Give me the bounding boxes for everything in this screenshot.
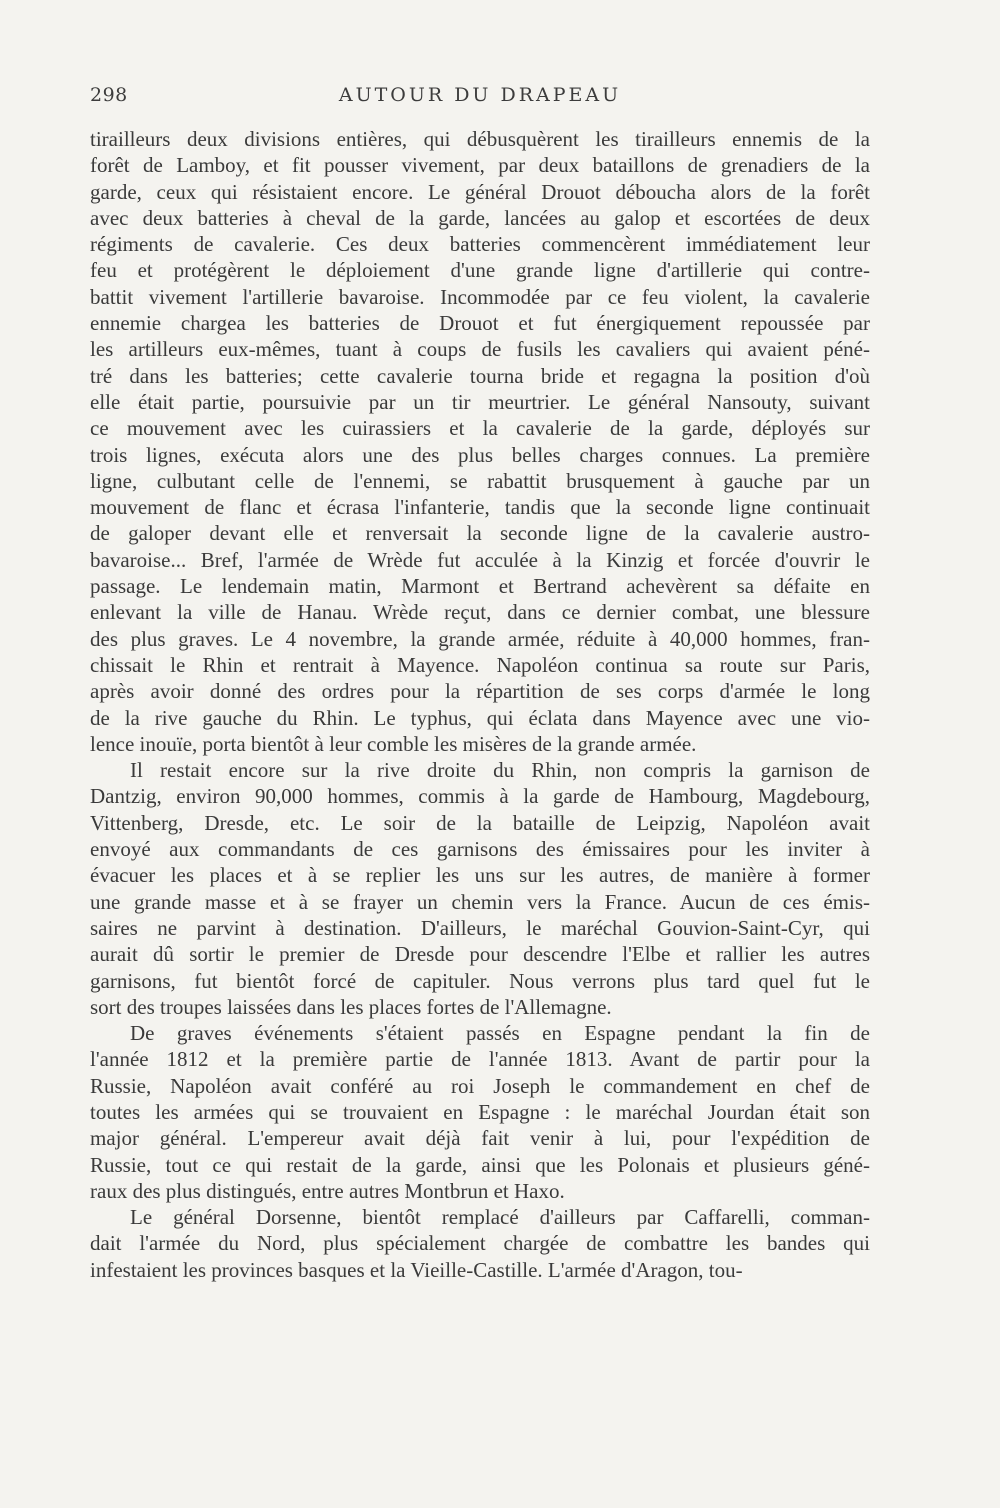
- text-line: Le général Dorsenne, bientôt remplacé d'ailleurs par Caffarelli, comman-: [130, 1205, 870, 1230]
- text-line: Russie, tout ce qui restait de la garde, ainsi que les Polonais et plusieurs géné-: [90, 1152, 870, 1177]
- text-line: aurait dû sortir le premier de Dresde pour descendre l'Elbe et rallier les autres: [90, 942, 870, 967]
- text-line: sort des troupes laissées dans les places fortes de l'Allemagne.: [90, 994, 612, 1019]
- text-line: Dantzig, environ 90,000 hommes, commis à la garde de Hambourg, Magdebourg,: [90, 784, 870, 809]
- body-text: [90, 126, 870, 1283]
- text-line: garnisons, fut bientôt forcé de capituler. Nous verrons plus tard quel fut le: [90, 968, 870, 993]
- paragraph: [90, 1020, 870, 1204]
- paragraph: [90, 126, 870, 757]
- text-line: major général. L'empereur avait déjà fait venir à lui, pour l'expédition de: [90, 1126, 870, 1151]
- text-line: forêt de Lamboy, et fit pousser vivement, par deux bataillons de grenadiers de la: [90, 153, 870, 178]
- page-header: [90, 84, 870, 110]
- text-line: elle était partie, poursuivie par un tir meurtrier. Le général Nansouty, suivant: [90, 389, 870, 414]
- text-line: battit vivement l'artillerie bavaroise. Incommodée par ce feu violent, la cavalerie: [90, 284, 870, 309]
- text-line: Vittenberg, Dresde, etc. Le soir de la bataille de Leipzig, Napoléon avait: [90, 810, 870, 835]
- running-title: AUTOUR DU DRAPEAU: [338, 84, 622, 106]
- text-line: des plus graves. Le 4 novembre, la grande armée, réduite à 40,000 hommes, fran-: [90, 626, 870, 651]
- text-line: toutes les armées qui se trouvaient en Espagne : le maréchal Jourdan était son: [90, 1099, 870, 1124]
- page-number: 298: [90, 84, 128, 106]
- text-line: dait l'armée du Nord, plus spécialement chargée de combattre les bandes qui: [90, 1231, 870, 1256]
- text-line: Russie, Napoléon avait conféré au roi Joseph le commandement en chef de: [90, 1073, 870, 1098]
- text-line: après avoir donné des ordres pour la répartition de ses corps d'armée le long: [90, 679, 870, 704]
- text-line: tré dans les batteries; cette cavalerie tourna bride et regagna la position d'où: [90, 363, 870, 388]
- text-line: enlevant la ville de Hanau. Wrède reçut, dans ce dernier combat, une blessure: [90, 600, 870, 625]
- text-line: Il restait encore sur la rive droite du Rhin, non compris la garnison de: [130, 758, 870, 783]
- text-line: chissait le Rhin et rentrait à Mayence. Napoléon continua sa route sur Paris,: [90, 652, 870, 677]
- text-line: lence inouïe, porta bientôt à leur comble les misères de la grande armée.: [90, 731, 697, 756]
- text-line: De graves événements s'étaient passés en Espagne pendant la fin de: [130, 1021, 870, 1046]
- text-line: ce mouvement avec les cuirassiers et la cavalerie de la garde, déployés sur: [90, 416, 870, 441]
- text-line: infestaient les provinces basques et la Vieille-Castille. L'armée d'Aragon, tou-: [90, 1257, 743, 1282]
- text-line: envoyé aux commandants de ces garnisons des émissaires pour les inviter à: [90, 837, 870, 862]
- text-line: ligne, culbutant celle de l'ennemi, se rabattit brusquement à gauche par un: [90, 468, 870, 493]
- text-line: trois lignes, exécuta alors une des plus belles charges connues. La première: [90, 442, 870, 467]
- paragraph: [90, 757, 870, 1020]
- text-line: passage. Le lendemain matin, Marmont et Bertrand achevèrent sa défaite en: [90, 574, 870, 599]
- text-line: avec deux batteries à cheval de la garde, lancées au galop et escortées de deux: [90, 205, 870, 230]
- text-line: régiments de cavalerie. Ces deux batteries commencèrent immédiatement leur: [90, 232, 870, 257]
- paragraph: [90, 1204, 870, 1283]
- text-line: feu et protégèrent le déploiement d'une grande ligne d'artillerie qui contre-: [90, 258, 870, 283]
- text-line: les artilleurs eux-mêmes, tuant à coups de fusils les cavaliers qui avaient péné-: [90, 337, 870, 362]
- text-line: mouvement de flanc et écrasa l'infanterie, tandis que la seconde ligne continuait: [90, 495, 870, 520]
- text-line: tirailleurs deux divisions entières, qui débusquèrent les tirailleurs ennemis de la: [90, 127, 870, 151]
- text-line: bavaroise... Bref, l'armée de Wrède fut acculée à la Kinzig et forcée d'ouvrir le: [90, 547, 870, 572]
- text-line: raux des plus distingués, entre autres Montbrun et Haxo.: [90, 1178, 565, 1203]
- text-line: l'année 1812 et la première partie de l'année 1813. Avant de partir pour la: [90, 1047, 870, 1072]
- text-line: ennemie chargea les batteries de Drouot et fut énergiquement repoussée par: [90, 311, 870, 336]
- text-line: de la rive gauche du Rhin. Le typhus, qui éclata dans Mayence avec une vio-: [90, 705, 870, 730]
- text-line: saires ne parvint à destination. D'ailleurs, le maréchal Gouvion-Saint-Cyr, qui: [90, 915, 870, 940]
- text-line: une grande masse et à se frayer un chemin vers la France. Aucun de ces émis-: [90, 889, 870, 914]
- text-line: garde, ceux qui résistaient encore. Le général Drouot déboucha alors de la forêt: [90, 179, 870, 204]
- text-line: évacuer les places et à se replier les uns sur les autres, de manière à former: [90, 863, 870, 888]
- text-line: de galoper devant elle et renversait la seconde ligne de la cavalerie austro-: [90, 521, 870, 546]
